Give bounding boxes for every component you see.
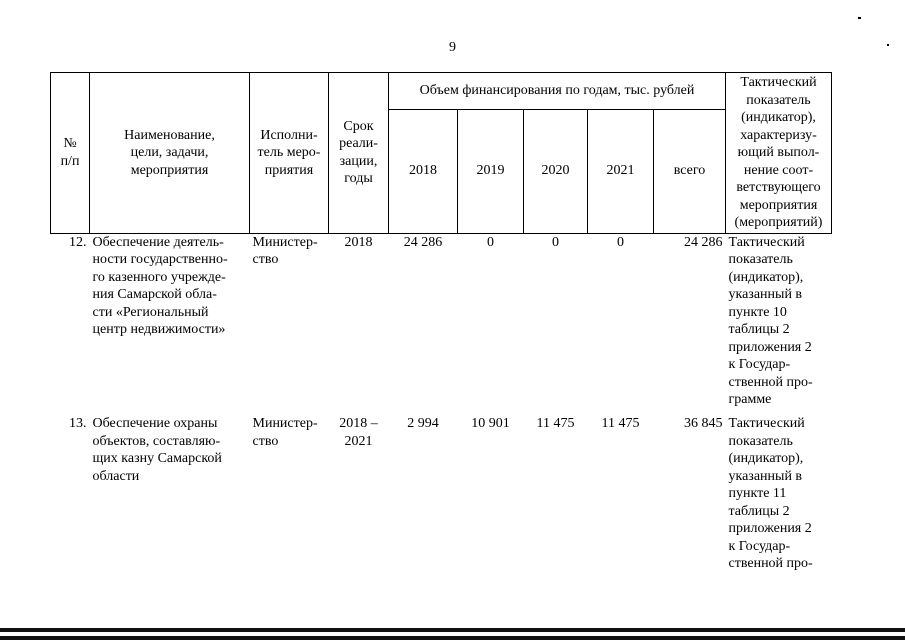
header-year-2018: 2018 — [389, 109, 458, 233]
row-2021: 0 — [617, 234, 624, 250]
header-name: Наименование, цели, задачи, мероприятия — [90, 73, 250, 234]
row-term: 2018 — [344, 234, 373, 250]
row-name: Обеспечение охраны объектов, составляю- щих казну Самарской области — [92, 416, 222, 484]
row-2018: 24 286 — [403, 234, 443, 250]
header-total: всего — [654, 109, 726, 233]
header-term: Срок реали- зации, годы — [329, 73, 389, 234]
page-number: 9 — [449, 40, 456, 55]
header-year-2021: 2021 — [588, 109, 654, 233]
row-executor: Министер- ство — [252, 234, 318, 267]
header-year-2019: 2019 — [458, 109, 524, 233]
header-num: № п/п — [51, 73, 90, 234]
header-executor: Исполни- тель меро- приятия — [250, 73, 329, 234]
row-name: Обеспечение деятель- ности государственно- го казенного учрежде- ния Самарской обла- сти «Региональный центр недвижимости» — [92, 234, 228, 337]
row-executor: Министер- ство — [252, 416, 318, 449]
row-indicator: Тактический показатель (индикатор), указанный в пункте 10 таблицы 2 приложения 2 к Государ- ственной про- грамме — [728, 234, 813, 407]
row-2019: 10 901 — [471, 416, 510, 431]
row-2021: 11 475 — [601, 416, 640, 431]
row-number: 13. — [69, 416, 87, 431]
header-year-2020: 2020 — [524, 109, 588, 233]
scan-speck-2 — [887, 44, 889, 46]
row-total: 36 845 — [684, 416, 723, 431]
row-2019: 0 — [487, 234, 494, 250]
scan-speck-1 — [858, 17, 861, 19]
row-2020: 0 — [552, 234, 559, 250]
table-row — [51, 415, 832, 575]
header-financing-group: Объем финансирования по годам, тыс. рублей — [389, 73, 726, 110]
financing-table — [50, 72, 832, 575]
row-2018: 2 994 — [407, 416, 439, 431]
row-total: 24 286 — [684, 234, 723, 250]
table-row — [51, 233, 832, 415]
row-2020: 11 475 — [536, 416, 575, 431]
scan-edge-band — [0, 628, 905, 640]
row-indicator: Тактический показатель (индикатор), указанный в пункте 11 таблицы 2 приложения 2 к Государ- ственной про- — [728, 416, 813, 571]
row-number: 12. — [69, 234, 87, 250]
header-indicator: Тактический показатель (индикатор), характеризу- ющий выпол- нение соот- ветствующего мероприятия (мероприятий) — [726, 73, 832, 234]
row-term: 2018 – 2021 — [339, 416, 378, 449]
